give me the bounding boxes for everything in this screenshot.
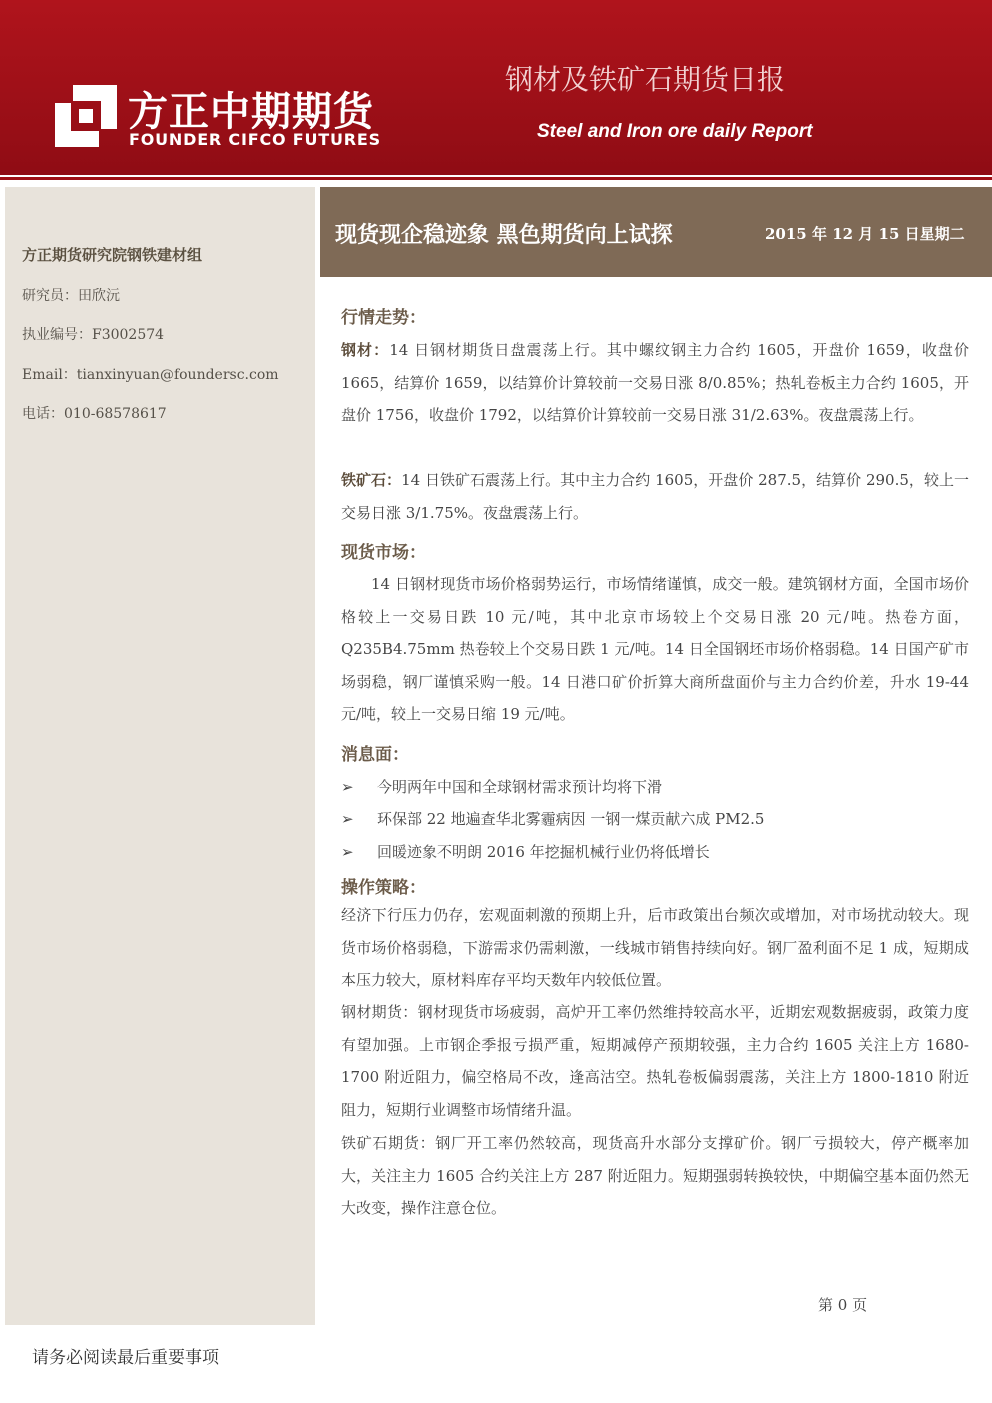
section-title-spot: 现货市场： — [341, 543, 426, 563]
section-title-strategy: 操作策略： — [341, 878, 426, 898]
footer-notice: 请务必阅读最后重要事项 — [32, 1348, 219, 1368]
sidebar-license: 执业编号：F3002574 — [22, 327, 165, 343]
bullet-arrow-icon: ➢ — [341, 810, 354, 828]
bullet-arrow-icon: ➢ — [341, 778, 354, 796]
sidebar-phone: 电话：010-68578617 — [22, 406, 167, 422]
sidebar-panel — [5, 187, 315, 1325]
report-date: 2015 年 12 月 15 日星期二 — [765, 225, 965, 243]
news-item — [341, 808, 764, 829]
paragraph-spot: 14 日钢材现货市场价格弱势运行，市场情绪谨慎，成交一般。建筑钢材方面，全国市场价格较上一交易日跌 10 元/吨，其中北京市场较上个交易日涨 20 元/吨。热卷方面，Q235B4.75mm 热卷较上个交易日跌 1 元/吨。14 日全国钢坯市场价格弱稳。14 日国产矿市场弱稳，钢厂谨慎采购一般。14 日港口矿价折算大商所盘面价与主力合约价差，升水 19-44 元/吨，较上一交易日缩 19 元/吨。 — [341, 575, 969, 723]
founder-logo-icon — [55, 85, 117, 147]
news-item-text: 环保部 22 地遍查华北雾霾病因 一钢一煤贡献六成 PM2.5 — [377, 810, 765, 828]
sidebar-analyst: 研究员：田欣沅 — [22, 288, 120, 304]
news-item — [341, 841, 710, 862]
steel-lead: 钢材： — [341, 341, 390, 359]
news-item — [341, 776, 662, 797]
paragraph-strategy-ore: 铁矿石期货：钢厂开工率仍然较高，现货高升水部分支撑矿价。钢厂亏损较大，停产概率加大，关注主力 1605 合约关注上方 287 附近阻力。短期强弱转换较快，中期偏空基本面仍然无大改变，操作注意仓位。 — [341, 1134, 969, 1217]
paragraph-steel — [341, 334, 969, 432]
report-title-en: Steel and Iron ore daily Report — [537, 121, 813, 142]
sidebar-department: 方正期货研究院钢铁建材组 — [22, 246, 203, 264]
paragraph-ore — [341, 464, 969, 529]
page-number: 第 0 页 — [818, 1296, 868, 1314]
paragraph-strategy-steel: 钢材期货：钢材现货市场疲弱，高炉开工率仍然维持较高水平，近期宏观数据疲弱，政策力度有望加强。上市钢企季报亏损严重，短期减停产预期较强，主力合约 1605 关注上方 1680-1700 附近阻力，偏空格局不改，逢高沽空。热轧卷板偏弱震荡，关注上方 1800-1810 附近阻力，短期行业调整市场情绪升温。 — [341, 1003, 969, 1119]
report-title-cn: 钢材及铁矿石期货日报 — [505, 63, 786, 96]
section-title-news: 消息面： — [341, 745, 409, 765]
steel-text: 14 日钢材期货日盘震荡上行。其中螺纹钢主力合约 1605，开盘价 1659，收盘价 1665，结算价 1659，以结算价计算较前一交易日涨 8/0.85%；热轧卷板主力合约 1605，开盘价 1756，收盘价 1792，以结算价计算较前一交易日涨 31/2.63%。夜盘震荡上行。 — [341, 341, 969, 424]
paragraph-strategy-overview: 经济下行压力仍存，宏观面刺激的预期上升，后市政策出台频次或增加，对市场扰动较大。现货市场价格弱稳，下游需求仍需刺激，一线城市销售持续向好。钢厂盈利面不足 1 成，短期成本压力较大，原材料库存平均天数年内较低位置。 — [341, 906, 969, 989]
ore-lead: 铁矿石： — [341, 471, 402, 489]
bullet-arrow-icon: ➢ — [341, 843, 354, 861]
logo-text-cn: 方正中期期货 — [128, 89, 374, 135]
section-title-market: 行情走势： — [341, 308, 426, 328]
header-divider — [0, 177, 992, 180]
sidebar-email: Email：tianxinyuan@foundersc.com — [22, 367, 279, 383]
news-item-text: 今明两年中国和全球钢材需求预计均将下滑 — [377, 778, 663, 796]
news-item-text: 回暖迹象不明朗 2016 年挖掘机械行业仍将低增长 — [377, 843, 710, 861]
page-headline: 现货现企稳迹象 黑色期货向上试探 — [335, 223, 673, 248]
logo-text-en: FOUNDER CIFCO FUTURES — [129, 130, 381, 149]
ore-text: 14 日铁矿石震荡上行。其中主力合约 1605，开盘价 287.5，结算价 290.5，较上一交易日涨 3/1.75%。夜盘震荡上行。 — [341, 471, 969, 522]
